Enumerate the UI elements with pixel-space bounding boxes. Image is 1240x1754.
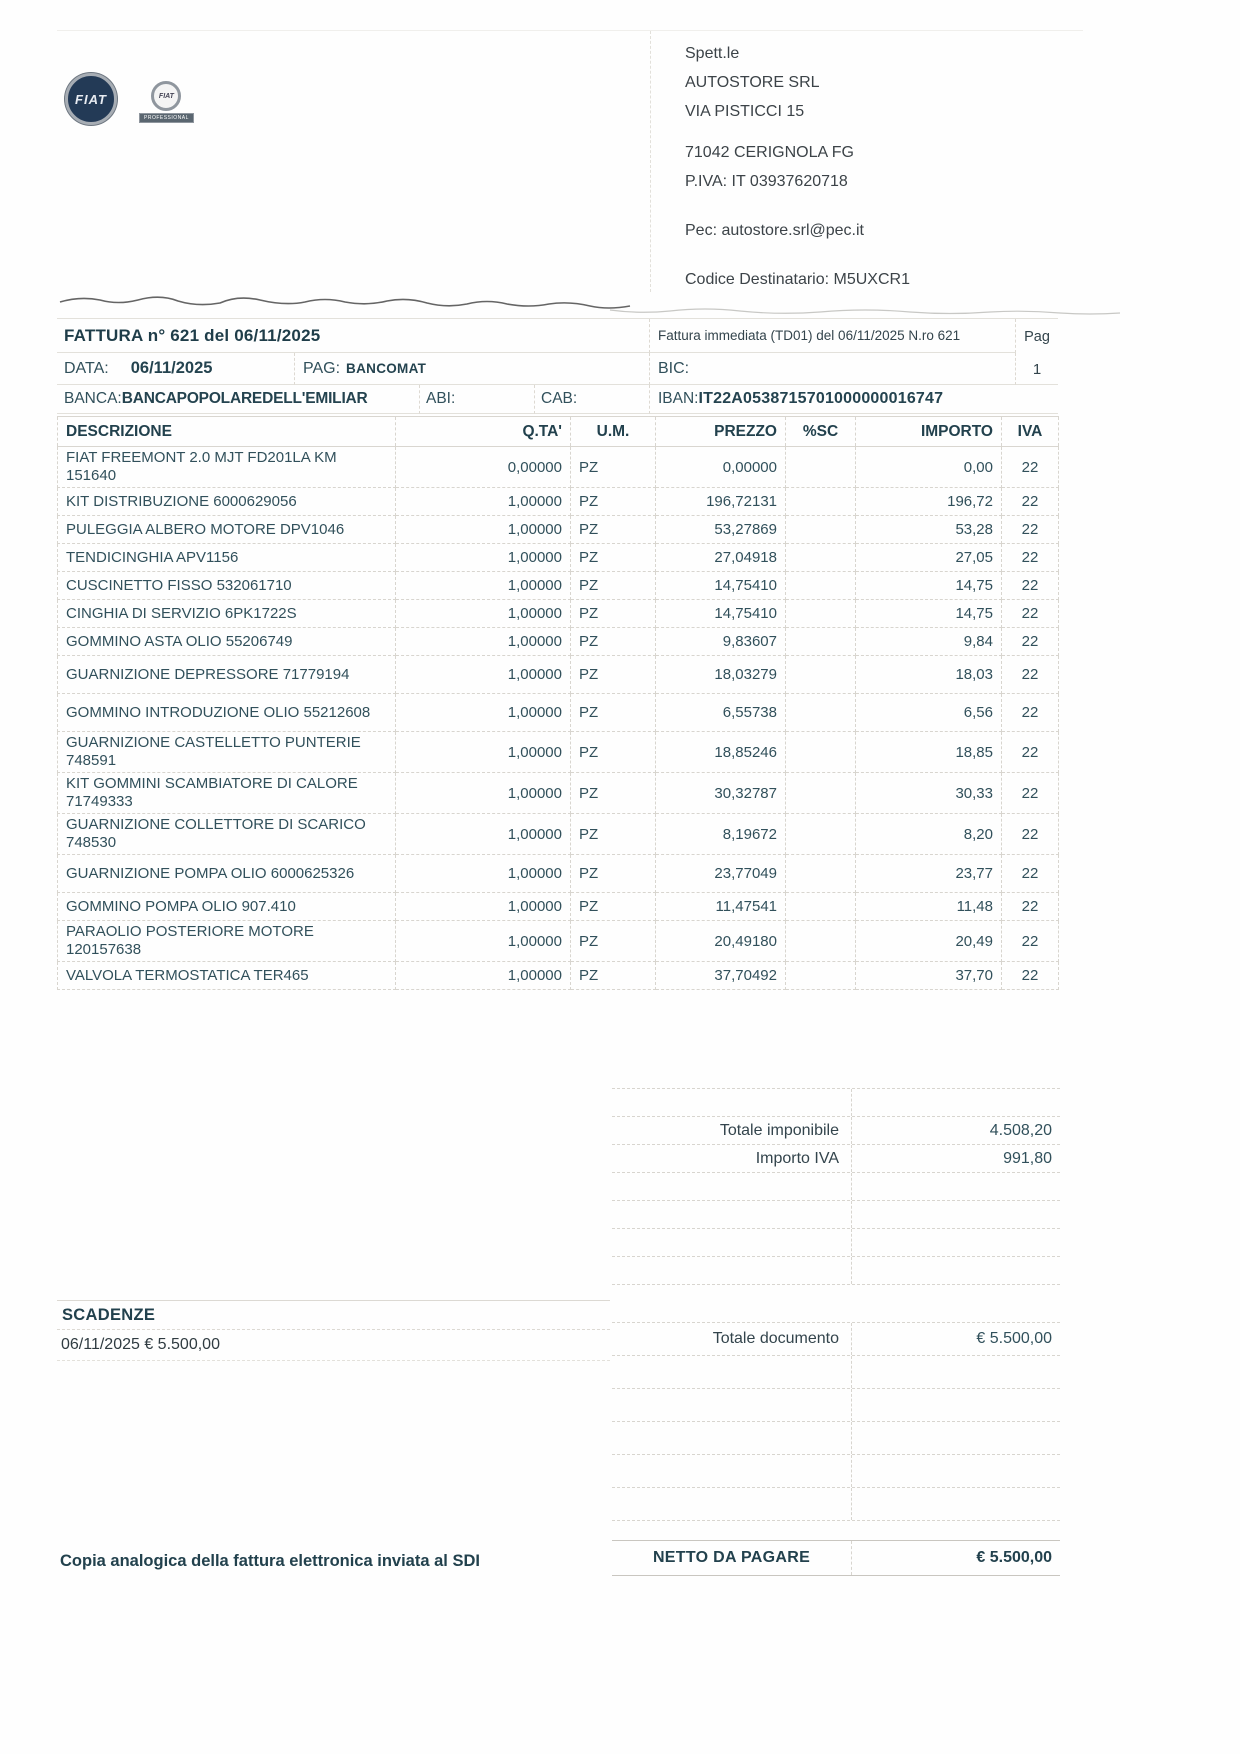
item-um: PZ — [571, 773, 656, 814]
item-descrizione: GUARNIZIONE DEPRESSORE 71779194 — [58, 656, 396, 694]
item-prezzo: 11,47541 — [656, 893, 786, 921]
item-importo: 18,85 — [856, 732, 1002, 773]
item-row — [58, 544, 1059, 572]
item-importo: 37,70 — [856, 962, 1002, 990]
col-header-qta: Q.TA' — [396, 417, 571, 447]
totale-documento-label: Totale documento — [612, 1323, 852, 1355]
field-cab — [535, 385, 650, 414]
item-qta: 1,00000 — [396, 628, 571, 656]
item-sc — [786, 656, 856, 694]
item-iva: 22 — [1002, 814, 1059, 855]
pagamento-label: PAG: — [303, 359, 341, 377]
item-iva: 22 — [1002, 572, 1059, 600]
item-sc — [786, 572, 856, 600]
netto-value: € 5.500,00 — [976, 1549, 1052, 1566]
items-table — [57, 416, 1059, 990]
item-descrizione: FIAT FREEMONT 2.0 MJT FD201LA KM 151640 — [58, 447, 396, 488]
data-value: 06/11/2025 — [130, 359, 213, 377]
item-um: PZ — [571, 600, 656, 628]
item-qta: 1,00000 — [396, 893, 571, 921]
item-importo: 9,84 — [856, 628, 1002, 656]
item-descrizione: VALVOLA TERMOSTATICA TER465 — [58, 962, 396, 990]
recipient-salutation: Spett.le — [685, 45, 740, 62]
recipient-pec: Pec: autostore.srl@pec.it — [685, 222, 864, 239]
item-um: PZ — [571, 694, 656, 732]
item-iva: 22 — [1002, 962, 1059, 990]
item-prezzo: 20,49180 — [656, 921, 786, 962]
item-um: PZ — [571, 893, 656, 921]
item-qta: 1,00000 — [396, 962, 571, 990]
item-iva: 22 — [1002, 544, 1059, 572]
page-number: 1 — [1032, 361, 1042, 378]
netto-da-pagare-row — [612, 1540, 1060, 1576]
item-importo: 14,75 — [856, 572, 1002, 600]
item-sc — [786, 544, 856, 572]
item-descrizione: PULEGGIA ALBERO MOTORE DPV1046 — [58, 516, 396, 544]
footer-note: Copia analogica della fattura elettronica inviata al SDI — [60, 1552, 480, 1570]
invoice-form — [57, 318, 1058, 990]
item-importo: 27,05 — [856, 544, 1002, 572]
item-qta: 0,00000 — [396, 447, 571, 488]
netto-label: NETTO DA PAGARE — [612, 1541, 852, 1575]
item-descrizione: GOMMINO POMPA OLIO 907.410 — [58, 893, 396, 921]
item-qta: 1,00000 — [396, 855, 571, 893]
item-um: PZ — [571, 544, 656, 572]
item-row — [58, 732, 1059, 773]
bic-label: BIC: — [658, 359, 690, 377]
item-prezzo: 53,27869 — [656, 516, 786, 544]
item-row — [58, 773, 1059, 814]
item-iva: 22 — [1002, 488, 1059, 516]
item-um: PZ — [571, 488, 656, 516]
item-sc — [786, 893, 856, 921]
item-row — [58, 600, 1059, 628]
item-qta: 1,00000 — [396, 544, 571, 572]
item-row — [58, 488, 1059, 516]
item-importo: 0,00 — [856, 447, 1002, 488]
fiat-logo-text: FIAT — [75, 91, 107, 107]
items-header-row — [58, 417, 1059, 447]
item-sc — [786, 814, 856, 855]
col-header-sc: %SC — [786, 417, 856, 447]
item-qta: 1,00000 — [396, 814, 571, 855]
item-importo: 53,28 — [856, 516, 1002, 544]
field-bic — [650, 353, 1016, 385]
item-qta: 1,00000 — [396, 572, 571, 600]
field-pagamento — [295, 353, 650, 385]
col-header-prezzo: PREZZO — [656, 417, 786, 447]
item-importo: 196,72 — [856, 488, 1002, 516]
banca-value: BANCAPOPOLAREDELL'EMILIAR — [121, 390, 368, 407]
field-iban — [650, 385, 1058, 414]
col-header-iva: IVA — [1002, 417, 1059, 447]
abi-label: ABI: — [426, 390, 456, 407]
recipient-piva: P.IVA: IT 03937620718 — [685, 173, 848, 190]
data-label: DATA: — [64, 359, 109, 377]
item-descrizione: GOMMINO ASTA OLIO 55206749 — [58, 628, 396, 656]
field-banca — [57, 385, 420, 414]
item-importo: 8,20 — [856, 814, 1002, 855]
item-iva: 22 — [1002, 694, 1059, 732]
totale-imponibile-row — [612, 1117, 1060, 1145]
col-header-descrizione: DESCRIZIONE — [58, 417, 396, 447]
item-importo: 20,49 — [856, 921, 1002, 962]
item-prezzo: 27,04918 — [656, 544, 786, 572]
item-importo: 14,75 — [856, 600, 1002, 628]
item-descrizione: CUSCINETTO FISSO 532061710 — [58, 572, 396, 600]
item-prezzo: 196,72131 — [656, 488, 786, 516]
item-row — [58, 656, 1059, 694]
item-sc — [786, 732, 856, 773]
item-descrizione: CINGHIA DI SERVIZIO 6PK1722S — [58, 600, 396, 628]
item-prezzo: 9,83607 — [656, 628, 786, 656]
field-data — [57, 353, 295, 385]
item-row — [58, 694, 1059, 732]
item-qta: 1,00000 — [396, 516, 571, 544]
item-qta: 1,00000 — [396, 773, 571, 814]
item-sc — [786, 516, 856, 544]
item-qta: 1,00000 — [396, 732, 571, 773]
iban-label: IBAN: — [658, 390, 699, 407]
item-descrizione: PARAOLIO POSTERIORE MOTORE 120157638 — [58, 921, 396, 962]
item-prezzo: 14,75410 — [656, 572, 786, 600]
totale-documento-row — [612, 1323, 1060, 1356]
scadenze-title: SCADENZE — [57, 1300, 610, 1330]
item-sc — [786, 447, 856, 488]
fiat-professional-logo-text: FIAT — [158, 92, 174, 100]
recipient-street: VIA PISTICCI 15 — [685, 103, 805, 120]
item-prezzo: 37,70492 — [656, 962, 786, 990]
importo-iva-label: Importo IVA — [612, 1145, 852, 1172]
item-iva: 22 — [1002, 732, 1059, 773]
item-qta: 1,00000 — [396, 921, 571, 962]
item-sc — [786, 600, 856, 628]
recipient-block — [650, 31, 1083, 292]
item-um: PZ — [571, 921, 656, 962]
recipient-codice-destinatario: Codice Destinatario: M5UXCR1 — [685, 271, 910, 288]
item-row — [58, 814, 1059, 855]
item-descrizione: TENDICINGHIA APV1156 — [58, 544, 396, 572]
item-prezzo: 30,32787 — [656, 773, 786, 814]
fiat-logo-icon — [65, 73, 117, 125]
fiat-professional-logo-icon — [139, 81, 194, 123]
item-prezzo: 14,75410 — [656, 600, 786, 628]
item-um: PZ — [571, 628, 656, 656]
totale-imponibile-label: Totale imponibile — [612, 1117, 852, 1144]
item-qta: 1,00000 — [396, 488, 571, 516]
item-um: PZ — [571, 572, 656, 600]
item-prezzo: 6,55738 — [656, 694, 786, 732]
item-descrizione: GUARNIZIONE POMPA OLIO 6000625326 — [58, 855, 396, 893]
item-iva: 22 — [1002, 516, 1059, 544]
item-um: PZ — [571, 447, 656, 488]
item-descrizione: KIT GOMMINI SCAMBIATORE DI CALORE 71749333 — [58, 773, 396, 814]
item-qta: 1,00000 — [396, 600, 571, 628]
item-row — [58, 628, 1059, 656]
item-sc — [786, 921, 856, 962]
col-header-importo: IMPORTO — [856, 417, 1002, 447]
totale-documento-value: € 5.500,00 — [976, 1330, 1052, 1347]
importo-iva-value: 991,80 — [1003, 1149, 1052, 1167]
cab-label: CAB: — [541, 390, 578, 407]
invoice-title: FATTURA n° 621 del 06/11/2025 — [57, 319, 650, 353]
item-um: PZ — [571, 732, 656, 773]
item-importo: 6,56 — [856, 694, 1002, 732]
item-prezzo: 8,19672 — [656, 814, 786, 855]
item-sc — [786, 855, 856, 893]
item-iva: 22 — [1002, 656, 1059, 694]
page-indicator — [1016, 318, 1058, 385]
iban-value: IT22A0538715701000000016747 — [698, 390, 944, 407]
item-iva: 22 — [1002, 628, 1059, 656]
item-iva: 22 — [1002, 773, 1059, 814]
items-body — [58, 447, 1059, 990]
item-iva: 22 — [1002, 600, 1059, 628]
item-descrizione: GUARNIZIONE CASTELLETTO PUNTERIE 748591 — [58, 732, 396, 773]
item-row — [58, 962, 1059, 990]
item-descrizione: GOMMINO INTRODUZIONE OLIO 55212608 — [58, 694, 396, 732]
invoice-immediata-note: Fattura immediata (TD01) del 06/11/2025 N.ro 621 — [650, 319, 1016, 353]
document-total-box — [612, 1322, 1060, 1521]
item-prezzo: 18,85246 — [656, 732, 786, 773]
pagamento-value: BANCOMAT — [346, 361, 427, 376]
item-iva: 22 — [1002, 855, 1059, 893]
item-qta: 1,00000 — [396, 694, 571, 732]
item-prezzo: 18,03279 — [656, 656, 786, 694]
item-qta: 1,00000 — [396, 656, 571, 694]
item-row — [58, 893, 1059, 921]
item-sc — [786, 962, 856, 990]
scadenze-entry: 06/11/2025 € 5.500,00 — [57, 1330, 610, 1361]
item-descrizione: KIT DISTRIBUZIONE 6000629056 — [58, 488, 396, 516]
professional-label: PROFESSIONAL — [139, 113, 194, 123]
item-importo: 23,77 — [856, 855, 1002, 893]
logo-area — [57, 31, 650, 292]
item-row — [58, 855, 1059, 893]
item-prezzo: 0,00000 — [656, 447, 786, 488]
item-um: PZ — [571, 855, 656, 893]
totale-imponibile-value: 4.508,20 — [989, 1121, 1052, 1139]
pag-label: Pag — [1024, 329, 1050, 345]
item-um: PZ — [571, 814, 656, 855]
item-sc — [786, 628, 856, 656]
item-um: PZ — [571, 656, 656, 694]
importo-iva-row — [612, 1145, 1060, 1173]
item-sc — [786, 488, 856, 516]
recipient-city: 71042 CERIGNOLA FG — [685, 144, 854, 161]
top-section — [57, 30, 1083, 292]
item-importo: 11,48 — [856, 893, 1002, 921]
item-row — [58, 447, 1059, 488]
field-abi — [420, 385, 535, 414]
totals-box — [612, 1088, 1060, 1285]
item-row — [58, 516, 1059, 544]
banca-label: BANCA: — [64, 390, 122, 407]
item-iva: 22 — [1002, 447, 1059, 488]
item-importo: 18,03 — [856, 656, 1002, 694]
recipient-name: AUTOSTORE SRL — [685, 74, 820, 91]
item-um: PZ — [571, 516, 656, 544]
scadenze-section — [57, 1300, 610, 1361]
item-sc — [786, 773, 856, 814]
item-iva: 22 — [1002, 893, 1059, 921]
col-header-um: U.M. — [571, 417, 656, 447]
item-row — [58, 572, 1059, 600]
item-importo: 30,33 — [856, 773, 1002, 814]
item-row — [58, 921, 1059, 962]
item-descrizione: GUARNIZIONE COLLETTORE DI SCARICO 748530 — [58, 814, 396, 855]
item-prezzo: 23,77049 — [656, 855, 786, 893]
item-um: PZ — [571, 962, 656, 990]
item-iva: 22 — [1002, 921, 1059, 962]
item-sc — [786, 694, 856, 732]
